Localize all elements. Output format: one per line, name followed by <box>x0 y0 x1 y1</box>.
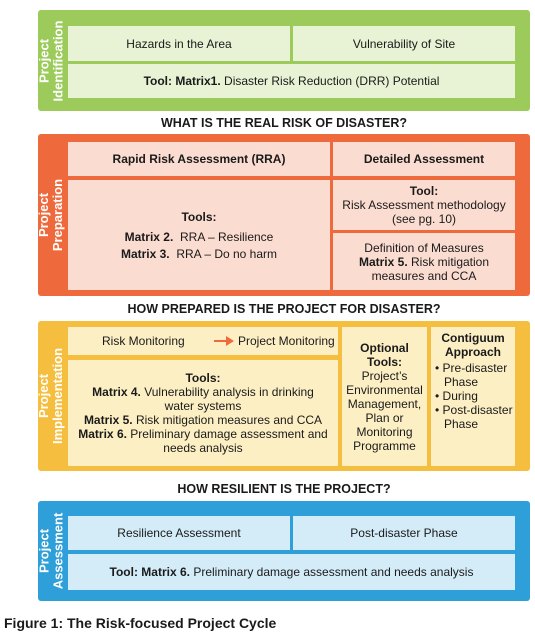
post-disaster-phase-box: Post-disaster Phase <box>293 516 515 550</box>
implementation-tools-box: Tools: Matrix 4. Vulnerability analysis in drinking water systems Matrix 5. Risk mitigation measures and CCA Matrix 6. Preliminary damage assessment and needs analysis <box>68 360 338 466</box>
resilience-assessment-box: Resilience Assessment <box>68 516 290 550</box>
optional-tools-box: Optional Tools: Project’s Environmental Management, Plan or Monitoring Programme <box>342 327 427 466</box>
contiguum-approach-box: Contiguum Approach • Pre-disaster Phase • During • Post-disaster Phase <box>431 327 515 466</box>
question-prepared: HOW PREPARED IS THE PROJECT FOR DISASTER? <box>127 302 441 316</box>
assessment-label: Project Assessment <box>36 512 66 590</box>
contiguum-item: • Post-disaster <box>435 403 513 417</box>
detailed-tool-box: Tool: Risk Assessment methodology (see pg. 10) <box>333 180 515 230</box>
contiguum-item: • Pre-disaster <box>435 361 508 375</box>
identification-label: Project Identification <box>36 20 66 101</box>
rra-header: Rapid Risk Assessment (RRA) <box>68 142 330 176</box>
detailed-assessment-header: Detailed Assessment <box>333 142 515 176</box>
risk-monitoring-text: Risk Monitoring <box>102 334 185 348</box>
question-resilient: HOW RESILIENT IS THE PROJECT? <box>177 482 391 496</box>
drr-tool-box: Tool: Matrix1. Disaster Risk Reduction (DRR) Potential <box>68 64 515 98</box>
hazards-box: Hazards in the Area <box>68 26 290 61</box>
assessment-tool-box: Tool: Matrix 6. Preliminary damage assessment and needs analysis <box>68 554 515 590</box>
contiguum-item: • During <box>435 389 478 403</box>
rra-tools-box: Tools: Matrix 2. RRA – Resilience Matrix 3. RRA – Do no harm <box>68 180 330 290</box>
project-monitoring-text: Project Monitoring <box>238 334 335 348</box>
arrow-icon <box>213 335 235 347</box>
implementation-label: Project Implementation <box>36 347 66 445</box>
definition-of-measures-box: Definition of Measures Matrix 5. Risk mitigation measures and CCA <box>333 233 515 290</box>
preparation-label: Project Preparation <box>36 178 65 252</box>
question-real-risk: WHAT IS THE REAL RISK OF DISASTER? <box>160 116 408 130</box>
vulnerability-box: Vulnerability of Site <box>293 26 515 61</box>
figure-caption: Figure 1: The Risk-focused Project Cycle <box>4 615 277 631</box>
